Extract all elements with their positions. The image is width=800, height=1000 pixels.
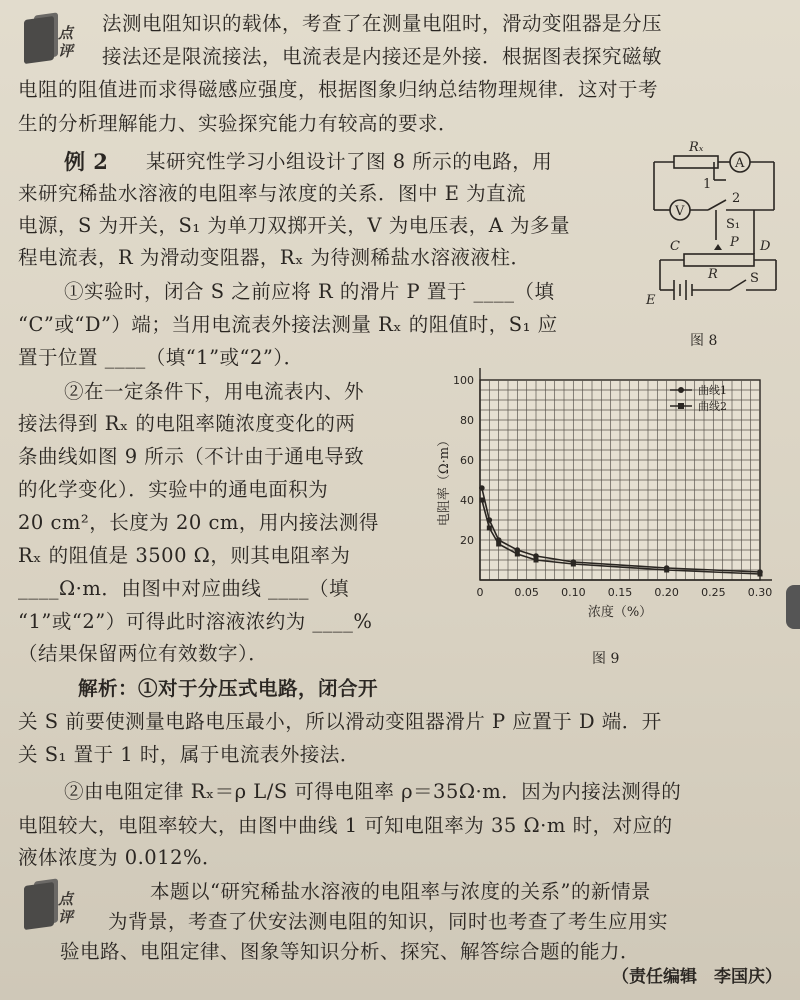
editor-signature: （责任编辑 李国庆） [612, 967, 782, 987]
series-2-point [571, 562, 576, 567]
example-question-1: ①实验时，闭合 S 之前应将 R 的滑片 P 置于 ____（填 [64, 280, 555, 303]
part2-line-5: 20 cm²，长度为 20 cm，用内接法测得 [18, 511, 379, 534]
series-2-point [664, 568, 669, 573]
legend-label: 曲线1 [698, 384, 727, 397]
comment-badge-bottom [20, 878, 82, 934]
part2-line-9: （结果保留两位有效数字）． [18, 642, 269, 665]
y-tick-label: 60 [460, 454, 474, 467]
label-s: S [750, 271, 759, 286]
x-tick-label: 0.25 [701, 586, 726, 599]
badge-label: 点评 [58, 890, 74, 926]
intro-line-4: 生的分析理解能力、实验探究能力有较高的要求． [18, 112, 459, 135]
label-c: C [670, 239, 680, 254]
part2-line-2: 接法得到 Rₓ 的电阻率随浓度变化的两 [18, 412, 356, 435]
label-rx: Rₓ [689, 140, 704, 155]
label-voltmeter: V [675, 204, 685, 219]
book-icon [24, 16, 54, 64]
solution-line-3: 关 S₁ 置于 1 时，属于电流表外接法． [18, 743, 360, 766]
solution-line-6: 液体浓度为 0.012%． [18, 846, 223, 869]
resistivity-chart [430, 360, 790, 640]
intro-line-3: 电阻的阻值进而求得磁感应强度，根据图象归纳总结物理规律．这对于考 [18, 78, 659, 101]
circuit-figure-8 [634, 140, 794, 355]
label-pos-2: 2 [732, 191, 741, 206]
series-2-point [534, 558, 539, 563]
example-heading: 例 2 [64, 149, 109, 174]
label-d: D [760, 239, 771, 254]
comment-line-3: 验电路、电阻定律、图象等知识分析、探究、解答综合题的能力． [60, 940, 641, 963]
solution-line-1: 解析：①对于分压式电路，闭合开 [78, 677, 379, 700]
part2-line-4: 的化学变化）．实验中的通电面积为 [18, 478, 329, 501]
part2-line-8: “1”或“2”）可得此时溶液浓约为 ____% [18, 610, 373, 633]
series-2-point [487, 526, 492, 531]
book-icon [24, 882, 54, 930]
series-1-point [479, 485, 485, 491]
rheostat-r [684, 254, 754, 266]
series-2-point [758, 572, 763, 577]
y-tick-label: 100 [453, 374, 474, 387]
label-ammeter: A [735, 156, 745, 171]
legend-marker [678, 387, 684, 393]
part2-line-1: ②在一定条件下，用电流表内、外 [64, 380, 365, 403]
x-tick-label: 0.15 [607, 586, 633, 599]
x-tick-label: 0 [476, 586, 484, 599]
part2-line-7: ____Ω·m．由图中对应曲线 ____（填 [18, 577, 350, 600]
series-2-point [479, 498, 484, 503]
example-line-6: “C”或“D”）端；当用电流表外接法测量 Rₓ 的阻值时，S₁ 应 [18, 313, 558, 336]
example-line-3: 电源，S 为开关，S₁ 为单刀双掷开关，V 为电压表，A 为多量 [18, 214, 570, 237]
page-edge-tab [786, 585, 800, 629]
y-tick-label: 20 [460, 534, 474, 547]
y-tick-label: 80 [460, 414, 474, 427]
label-pos-1: 1 [703, 177, 712, 192]
solution-line-4: ②由电阻定律 Rₓ＝ρ L/S 可得电阻率 ρ＝35Ω·m．因为内接法测得的 [64, 780, 682, 803]
y-tick-label: 40 [460, 494, 474, 507]
comment-badge-top [20, 12, 82, 68]
example-line-4: 程电流表，R 为滑动变阻器，Rₓ 为待测稀盐水溶液液柱． [18, 246, 531, 269]
label-s1: S₁ [726, 217, 741, 232]
example-line-2: 来研究稀盐水溶液的电阻率与浓度的关系．图中 E 为直流 [18, 182, 527, 205]
figure-9-caption: 图 9 [592, 651, 620, 667]
part2-line-3: 条曲线如图 9 所示（不计由于通电导致 [18, 445, 365, 468]
x-tick-label: 0.20 [654, 586, 679, 599]
comment-line-2: 为背景，考查了伏安法测电阻的知识，同时也考查了考生应用实 [108, 910, 669, 933]
x-tick-label: 0.30 [747, 586, 773, 599]
label-p: P [730, 235, 739, 250]
example-line-7: 置于位置 ____（填“1”或“2”）． [18, 346, 304, 369]
slider-arrow-icon [714, 244, 722, 250]
figure-8-caption: 图 8 [690, 333, 718, 349]
x-tick-label: 0.05 [514, 586, 539, 599]
legend-label: 曲线2 [698, 400, 727, 413]
x-axis-label: 浓度（%） [587, 605, 653, 620]
y-axis-label: 电阻率（Ω·m） [437, 433, 452, 527]
label-r: R [708, 267, 718, 282]
part2-line-6: Rₓ 的阻值是 3500 Ω，则其电阻率为 [18, 544, 351, 567]
series-2-point [496, 542, 501, 547]
solution-line-5: 电阻较大，电阻率较大，由图中曲线 1 可知电阻率为 35 Ω·m 时，对应的 [18, 814, 673, 837]
intro-line-2: 接法还是限流接法，电流表是内接还是外接．根据图表探究磁敏 [102, 45, 663, 68]
intro-line-1: 法测电阻知识的载体，考查了在测量电阻时，滑动变阻器是分压 [102, 12, 663, 35]
example-line-1: 某研究性学习小组设计了图 8 所示的电路，用 [146, 150, 553, 173]
x-tick-label: 0.10 [561, 586, 586, 599]
legend-marker [678, 403, 684, 409]
badge-label: 点评 [58, 24, 74, 60]
resistor-rx [674, 156, 718, 168]
comment-line-1: 本题以“研究稀盐水溶液的电阻率与浓度的关系”的新情景 [150, 880, 651, 903]
series-2-point [515, 552, 520, 557]
solution-line-2: 关 S 前要使测量电路电压最小，所以滑动变阻器滑片 P 应置于 D 端．开 [18, 710, 662, 733]
label-e: E [646, 293, 656, 308]
